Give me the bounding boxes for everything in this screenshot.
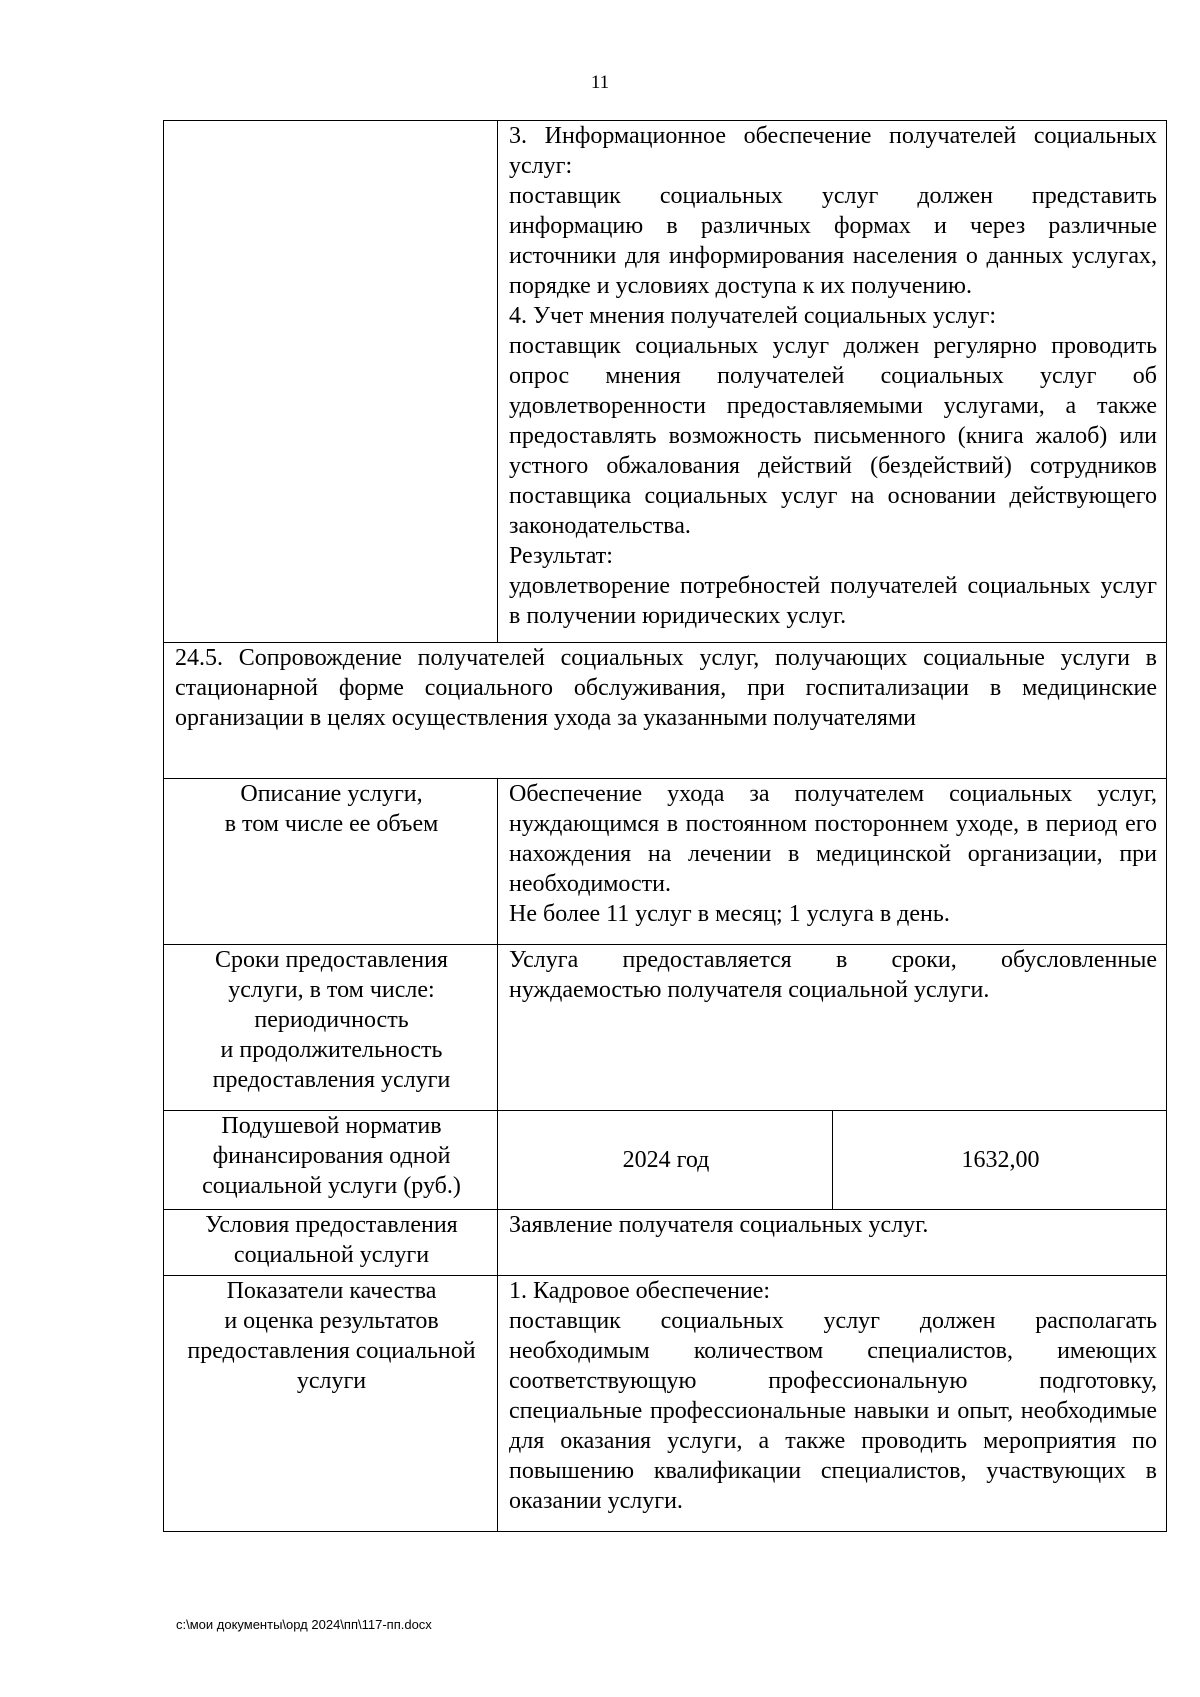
empty-label-cell <box>164 121 498 643</box>
label-conditions: Условия предоставления социальной услуги <box>164 1210 498 1276</box>
volume-text: Не более 11 услуг в месяц; 1 услуга в день. <box>509 901 950 927</box>
feedback-heading: 4. Учет мнения получателей социальных услуг: <box>509 303 997 329</box>
footer-file-path: c:\мои документы\орд 2024\пп\117-пп.docx <box>176 1617 432 1632</box>
info-text: поставщик социальных услуг должен представить информацию в различных формах и через различные источники для информирования населения о данных услугах, порядке и условиях доступа к их получению. <box>509 183 1158 299</box>
row-conditions <box>164 1210 1167 1276</box>
row-description <box>164 779 1167 945</box>
content-quality <box>498 1276 1167 1532</box>
continuation-row <box>164 121 1167 643</box>
result-heading: Результат: <box>509 543 613 569</box>
info-heading: 3. Информационное обеспечение получателей социальных услуг: <box>509 123 1158 179</box>
staffing-text: поставщик социальных услуг должен располагать необходимым количеством специалистов, имеющих соответствующую профессиональную подготовку, специальные профессиональные навыки и опыт, необходимые для оказания услуги, а также проводить мероприятия по повышению квалификации специалистов, участвующих в оказании услуги. <box>509 1308 1158 1514</box>
page-number: 11 <box>590 72 610 93</box>
description-text: Обеспечение ухода за получателем социальных услуг, нуждающимся в постоянном постороннем уходе, в период его нахождения на лечении в медицинской организации, при необходимости. <box>509 781 1158 897</box>
section-title: 24.5. Сопровождение получателей социальных услуг, получающих социальные услуги в стационарной форме социального обслуживания, при госпитализации в медицинские организации в целях осуществления ухода за указанными получателями <box>175 645 1158 731</box>
continuation-cell <box>498 121 1167 643</box>
row-norm <box>164 1111 1167 1210</box>
result-text: удовлетворение потребностей получателей социальных услуг в получении юридических услуг. <box>509 573 1158 629</box>
staffing-heading: 1. Кадровое обеспечение: <box>509 1278 771 1304</box>
feedback-text: поставщик социальных услуг должен регулярно проводить опрос мнения получателей социальных услуг об удовлетворенности предоставляемыми услугами, а также предоставлять возможность письменного (книга жалоб) или устного обжалования действий (бездействий) сотрудников поставщика социальных услуг на основании действующего законодательства. <box>509 333 1158 539</box>
label-norm: Подушевой норматив финансирования одной социальной услуги (руб.) <box>164 1111 498 1210</box>
row-quality <box>164 1276 1167 1532</box>
service-standard-table <box>163 120 1167 1532</box>
label-description: Описание услуги, в том числе ее объем <box>164 779 498 945</box>
norm-value: 1632,00 <box>833 1111 1167 1210</box>
label-terms: Сроки предоставления услуги, в том числе: периодичность и продолжительность предоставления услуги <box>164 945 498 1111</box>
label-quality: Показатели качества и оценка результатов предоставления социальной услуги <box>164 1276 498 1532</box>
content-description <box>498 779 1167 945</box>
content-conditions <box>498 1210 1167 1276</box>
section-title-cell <box>164 643 1167 779</box>
row-terms <box>164 945 1167 1111</box>
content-terms <box>498 945 1167 1111</box>
norm-year: 2024 год <box>498 1111 833 1210</box>
terms-text: Услуга предоставляется в сроки, обусловленные нуждаемостью получателя социальной услуги. <box>509 947 1158 1003</box>
conditions-text: Заявление получателя социальных услуг. <box>509 1212 929 1238</box>
section-title-row <box>164 643 1167 779</box>
